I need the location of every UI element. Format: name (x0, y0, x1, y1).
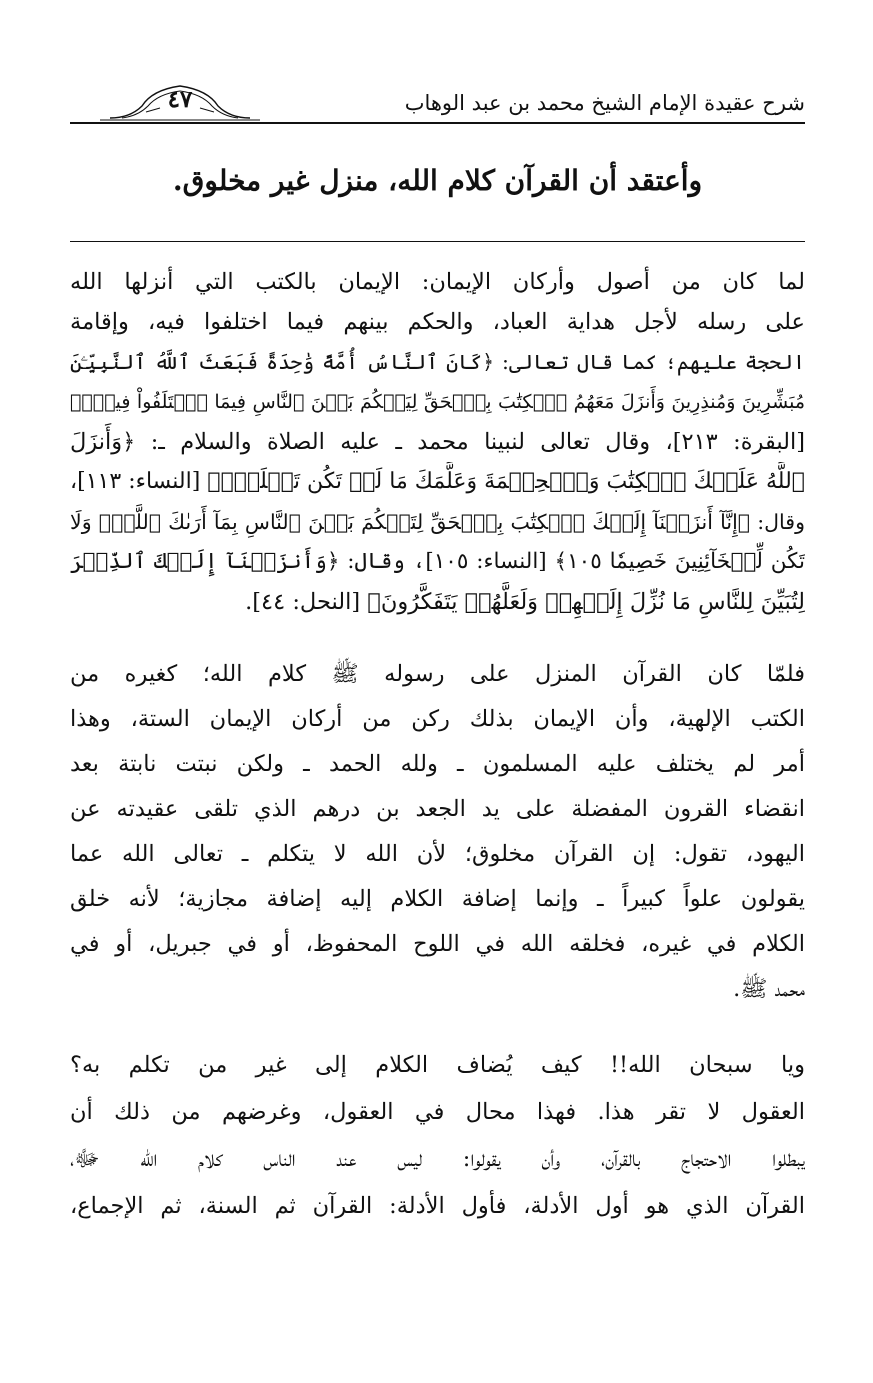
text-line: [البقرة: ٢١٣]، وقال تعالى لنبينا محمد ـ عليه الصلاة والسلام ـ: ﴿وَأَنزَلَ (70, 429, 805, 455)
page-number-ornament (100, 78, 260, 122)
text-line: لِتُبَيِّنَ لِلنَّاسِ مَا نُزِّلَ إِلَيۡهِمۡ وَلَعَلَّهُمۡ يَتَفَكَّرُونَ﴾ [النحل: ٤٤]. (245, 589, 805, 615)
page-number: ٤٧ (167, 86, 193, 113)
text-line: تَكُن لِّلۡخَآئِنِينَ خَصِيمٗا ١٠٥﴾ [النساء: ١٠٥]، وقال: ﴿وَأَنزَلۡنَآ إِلَيۡكَ ٱلذِّكۡرَ (70, 549, 805, 574)
header-rule (70, 122, 805, 124)
text-line: مُبَشِّرِينَ وَمُنذِرِينَ وَأَنزَلَ مَعَهُمُ ٱلۡكِتَٰبَ بِٱلۡحَقِّ لِيَحۡكُمَ بَيۡنَ ٱلنَّاسِ فِيمَا ٱخۡتَلَفُواْ فِيهِۚ﴾ (70, 391, 805, 413)
text-line: وقال: ﴿إِنَّآ أَنزَلۡنَآ إِلَيۡكَ ٱلۡكِتَٰبَ بِٱلۡحَقِّ لِتَحۡكُمَ بَيۡنَ ٱلنَّاسِ بِمَآ أَرَىٰكَ ٱللَّهُۚ وَلَا (70, 510, 805, 534)
text-line: ويا سبحان الله!! كيف يُضاف الكلام إلى غير من تكلم به؟ (70, 1052, 805, 1078)
text-line: ٱللَّهُ عَلَيۡكَ ٱلۡكِتَٰبَ وَٱلۡحِكۡمَةَ وَعَلَّمَكَ مَا لَمۡ تَكُن تَعۡلَمُۚ﴾ [النساء: ١١٣]، (70, 469, 805, 494)
text-line: اليهود، تقول: إن القرآن مخلوق؛ لأن الله لا يتكلم ـ تعالى الله عما (70, 841, 805, 867)
paragraph-3 (70, 1042, 805, 1230)
paragraph-1 (70, 262, 805, 622)
text-line: فلمّا كان القرآن المنزل على رسوله ﷺ كلام الله؛ كغيره من (70, 661, 805, 687)
text-line: انقضاء القرون المفضلة على يد الجعد بن درهم الذي تلقى عقيدته عن (70, 796, 805, 822)
running-title: شرح عقيدة الإمام الشيخ محمد بن عبد الوهاب (404, 91, 805, 115)
text-line: محمد ﷺ. (733, 976, 805, 1002)
running-header (70, 78, 805, 124)
text-line: الحجة عليهم؛ كما قال تعالى: ﴿كَانَ ٱلنَّاسُ أُمَّةً وَٰحِدَةً فَبَعَثَ ٱللَّهُ ٱلنَّبِيِّـۧنَ (70, 350, 805, 374)
text-line: يقولون علواً كبيراً ـ وإنما إضافة الكلام إليه إضافة مجازية؛ لأنه خلق (70, 886, 805, 912)
body-text (70, 262, 805, 1230)
text-line: الكلام في غيره، فخلقه الله في اللوح المحفوظ، أو في جبريل، أو في (70, 931, 805, 957)
heading-rule (70, 241, 805, 242)
text-line: أمر لم يختلف عليه المسلمون ـ ولله الحمد ـ ولكن نبتت نابتة بعد (70, 751, 805, 777)
section-heading: وأعتقد أن القرآن كلام الله، منزل غير مخلوق. (172, 164, 703, 197)
text-line: يبطلوا الاحتجاج بالقرآن، وأن يقولوا: ليس عند الناس كلام الله ﷻ، (70, 1146, 805, 1172)
text-line: على رسله لأجل هداية العباد، والحكم بينهم فيما اختلفوا فيه، وإقامة (70, 309, 805, 335)
text-line: لما كان من أصول وأركان الإيمان: الإيمان بالكتب التي أنزلها الله (70, 269, 805, 295)
text-line: القرآن الذي هو أول الأدلة، فأول الأدلة: القرآن ثم السنة، ثم الإجماع، (70, 1193, 805, 1219)
text-line: العقول لا تقر هذا. فهذا محال في العقول، وغرضهم من ذلك أن (70, 1099, 805, 1125)
text-line: الكتب الإلهية، وأن الإيمان بذلك ركن من أركان الإيمان الستة، وهذا (70, 706, 805, 732)
paragraph-2 (70, 652, 805, 1012)
